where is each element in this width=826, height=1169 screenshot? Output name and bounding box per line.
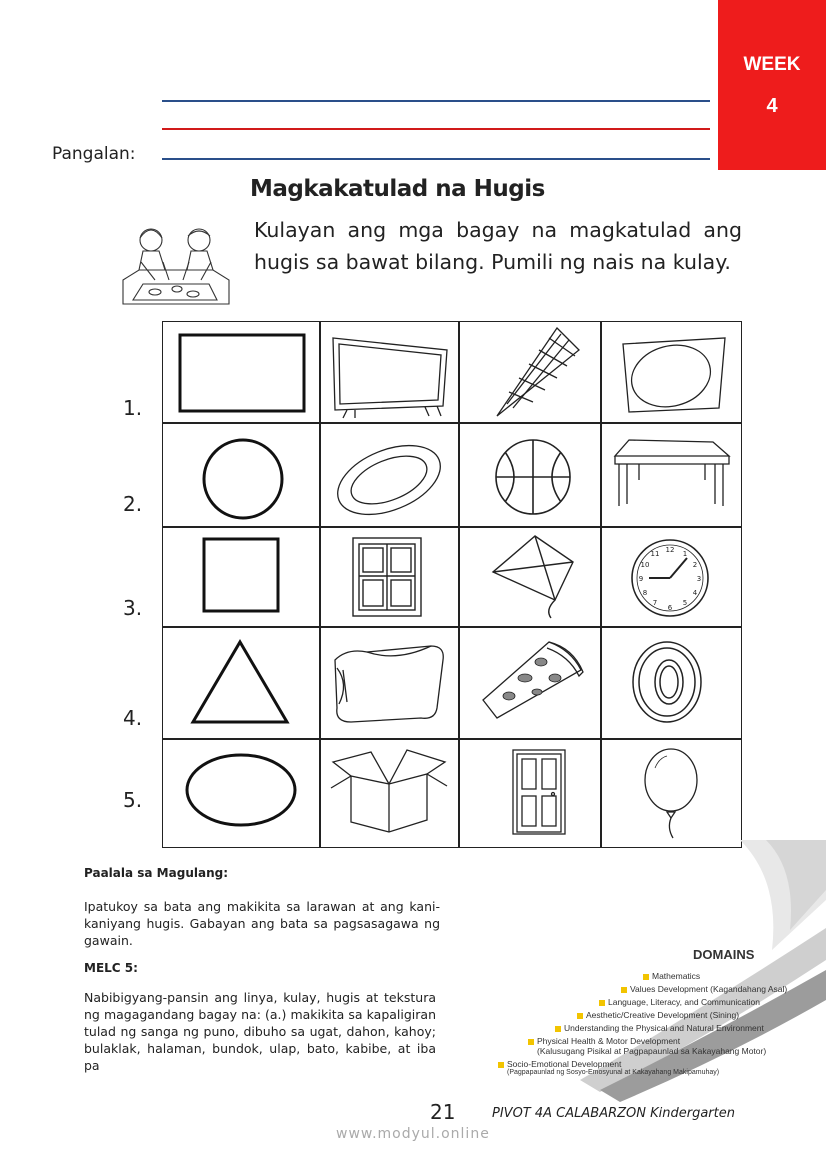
grid-divider — [163, 526, 741, 528]
clock-number-12: 12 — [665, 546, 675, 554]
ice-cream-cone-icon[interactable] — [477, 324, 587, 422]
domain-item-sub: (Kalusugang Pisikal at Pagpapaunlad sa Kakayahang Motor) — [537, 1046, 767, 1056]
clock-number-6: 6 — [667, 604, 673, 612]
pizza-slice-icon[interactable] — [479, 638, 587, 726]
clock-number-10: 10 — [640, 561, 650, 569]
watermark: www.modyul.online — [336, 1126, 490, 1142]
row-number-3: 3. — [123, 596, 143, 620]
row-number-4: 4. — [123, 706, 143, 730]
shapes-grid — [162, 321, 742, 848]
box-icon[interactable] — [327, 746, 451, 838]
kite-icon[interactable] — [485, 532, 577, 624]
row-number-2: 2. — [123, 492, 143, 516]
clock-number-7: 7 — [652, 599, 658, 607]
grid-divider — [458, 322, 460, 847]
domain-item: Physical Health & Motor Development — [528, 1036, 680, 1046]
egg-icon[interactable] — [613, 332, 733, 416]
grid-divider — [163, 738, 741, 740]
clock-number-8: 8 — [642, 589, 648, 597]
row-number-5: 5. — [123, 788, 143, 812]
tire-icon[interactable] — [629, 638, 705, 726]
domain-item: Values Development (Kagandahang Asal) — [621, 984, 787, 994]
clock-number-11: 11 — [650, 550, 660, 558]
grid-divider — [319, 322, 321, 847]
melc-text: Nabibigyang-pansin ang linya, kulay, hugis at tekstura ng magagandang bagay na: (a.) makikita sa kapaligiran tulad ng sanga ng puno, dibuho sa ugat, dahon, kahoy; bulaklak, halaman, bundok, ulap, bato, kabibe, at iba pa — [84, 990, 436, 1073]
domain-item: Understanding the Physical and Natural Environment — [555, 1023, 764, 1033]
name-label: Pangalan: — [52, 144, 136, 164]
window-icon[interactable] — [349, 534, 425, 620]
balloon-icon[interactable] — [641, 746, 701, 842]
domain-box-icon — [528, 1039, 534, 1045]
domain-box-icon — [643, 974, 649, 980]
domain-item: Mathematics — [643, 971, 700, 981]
name-line-middle — [162, 128, 710, 130]
week-tab — [718, 0, 826, 170]
note-text: Ipatukoy sa bata ang makikita sa larawan at ang kani-kaniyang hugis. Gabayan ang bata sa pagsasagawa ng gawain. — [84, 899, 440, 948]
week-number: 4 — [766, 95, 778, 117]
domain-item: Socio-Emotional Development — [498, 1059, 621, 1069]
page-title: Magkakatulad na Hugis — [250, 176, 545, 202]
domain-item: Aesthetic/Creative Development (Sining) — [577, 1010, 739, 1020]
square-icon[interactable] — [201, 536, 281, 614]
plate-icon[interactable] — [329, 442, 449, 518]
clock-number-4: 4 — [692, 589, 698, 597]
television-icon[interactable] — [325, 330, 455, 420]
door-icon[interactable] — [509, 746, 569, 838]
domains-title: DOMAINS — [693, 947, 755, 962]
footer-text: PIVOT 4A CALABARZON Kindergarten — [492, 1106, 735, 1121]
clock-number-2: 2 — [692, 561, 698, 569]
basketball-icon[interactable] — [493, 434, 573, 520]
domain-box-icon — [621, 987, 627, 993]
domain-box-icon — [577, 1013, 583, 1019]
table-icon[interactable] — [609, 436, 733, 512]
decorative-swoosh — [440, 840, 826, 1120]
clock-icon[interactable] — [627, 536, 713, 620]
clock-number-9: 9 — [638, 575, 644, 583]
oval-icon[interactable] — [183, 750, 299, 830]
domain-item-sub: (Pagpapaunlad ng Sosyo-Emosyunal at Kakayahang Makipamuhay) — [507, 1069, 720, 1076]
clock-number-5: 5 — [682, 599, 688, 607]
children-drawing-icon — [121, 218, 231, 310]
domain-box-icon — [599, 1000, 605, 1006]
triangle-icon[interactable] — [187, 636, 293, 728]
row-number-1: 1. — [123, 396, 143, 420]
circle-icon[interactable] — [193, 436, 293, 522]
grid-divider — [163, 626, 741, 628]
rectangle-icon[interactable] — [177, 332, 307, 414]
name-line-top — [162, 100, 710, 102]
melc-title: MELC 5: — [84, 961, 138, 975]
note-title: Paalala sa Magulang: — [84, 866, 228, 880]
week-label: WEEK — [743, 54, 801, 75]
grid-divider — [600, 322, 602, 847]
name-line-bottom — [162, 158, 710, 160]
domain-item: Language, Literacy, and Communication — [599, 997, 760, 1007]
clock-number-1: 1 — [682, 550, 688, 558]
page-number: 21 — [430, 1100, 456, 1124]
clock-number-3: 3 — [696, 575, 702, 583]
pillow-icon[interactable] — [327, 638, 451, 726]
domain-box-icon — [498, 1062, 504, 1068]
domain-box-icon — [555, 1026, 561, 1032]
instruction-text: Kulayan ang mga bagay na magkatulad ang hugis sa bawat bilang. Pumili ng nais na kulay. — [254, 218, 742, 274]
grid-divider — [163, 422, 741, 424]
